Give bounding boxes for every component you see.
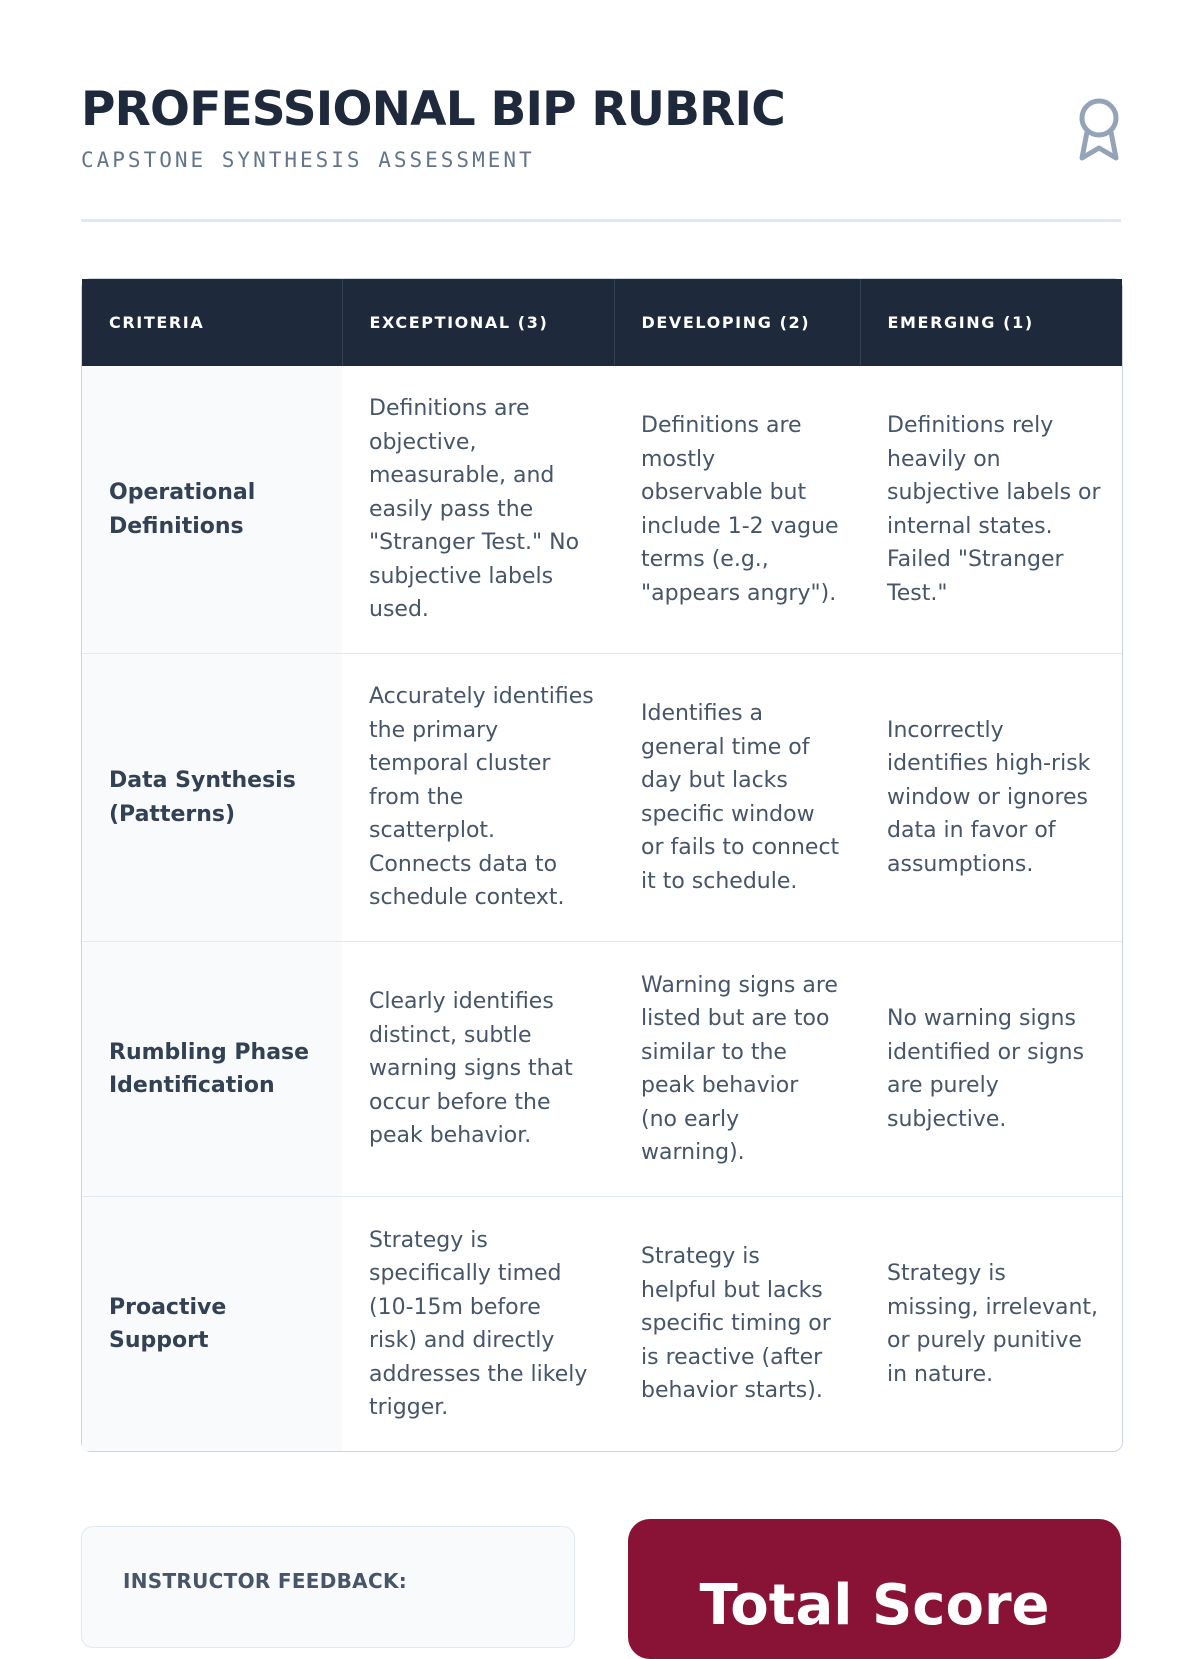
developing-cell: Definitions are mostly observable but include 1-2 vague terms (e.g., "appears angry"). <box>641 413 839 606</box>
emerging-cell: Incorrectly identifies high-risk window or ignores data in favor of assumptions. <box>860 654 1122 942</box>
emerging-cell: No warning signs identified or signs are purely subjective. <box>860 942 1122 1197</box>
rubric-table <box>81 278 1123 1452</box>
emerging-cell: Strategy is missing, irrelevant, or purely punitive in nature. <box>860 1197 1122 1452</box>
emerging-cell: Definitions rely heavily on subjective labels or internal states. Failed "Stranger Test." <box>887 413 1101 606</box>
column-header-exceptional: EXCEPTIONAL (3) <box>342 279 614 366</box>
total-score-card <box>628 1519 1121 1659</box>
exceptional-cell: Clearly identifies distinct, subtle warning signs that occur before the peak behavior. <box>342 942 614 1197</box>
developing-cell: Warning signs are listed but are too similar to the peak behavior (no early warning). <box>614 942 860 1197</box>
page-subtitle: CAPSTONE SYNTHESIS ASSESSMENT <box>81 148 535 172</box>
criteria-cell: Operational Definitions <box>82 366 342 654</box>
exceptional-cell: Strategy is specifically timed (10-15m before risk) and directly addresses the likely trigger. <box>342 1197 614 1452</box>
criteria-cell: Data Synthesis (Patterns) <box>82 654 342 942</box>
exceptional-cell: Definitions are objective, measurable, and easily pass the "Stranger Test." No subjective labels used. <box>369 396 580 623</box>
criteria-cell: Rumbling Phase Identification <box>82 942 342 1197</box>
header-divider <box>81 219 1121 222</box>
developing-cell: Strategy is helpful but lacks specific timing or is reactive (after behavior starts). <box>614 1197 860 1452</box>
award-ribbon-icon <box>1077 96 1121 162</box>
table-row <box>82 366 1122 654</box>
column-header-criteria: CRITERIA <box>82 279 342 366</box>
developing-cell: Identifies a general time of day but lacks specific window or fails to connect it to schedule. <box>614 654 860 942</box>
table-header-row <box>82 279 1122 366</box>
column-header-developing: DEVELOPING (2) <box>614 279 860 366</box>
page-title: PROFESSIONAL BIP RUBRIC <box>81 82 785 137</box>
exceptional-cell: Accurately identifies the primary temporal cluster from the scatterplot. Connects data to schedule context. <box>342 654 614 942</box>
total-score-label: Total Score <box>699 1573 1050 1638</box>
table-row <box>82 654 1122 942</box>
table-row <box>82 1197 1122 1452</box>
rubric-page <box>81 0 1121 1638</box>
page-header <box>81 82 1121 222</box>
instructor-feedback-box[interactable] <box>81 1526 575 1648</box>
column-header-emerging: EMERGING (1) <box>860 279 1122 366</box>
instructor-feedback-label: INSTRUCTOR FEEDBACK: <box>123 1569 408 1593</box>
table-row <box>82 942 1122 1197</box>
criteria-cell: Proactive Support <box>82 1197 342 1452</box>
